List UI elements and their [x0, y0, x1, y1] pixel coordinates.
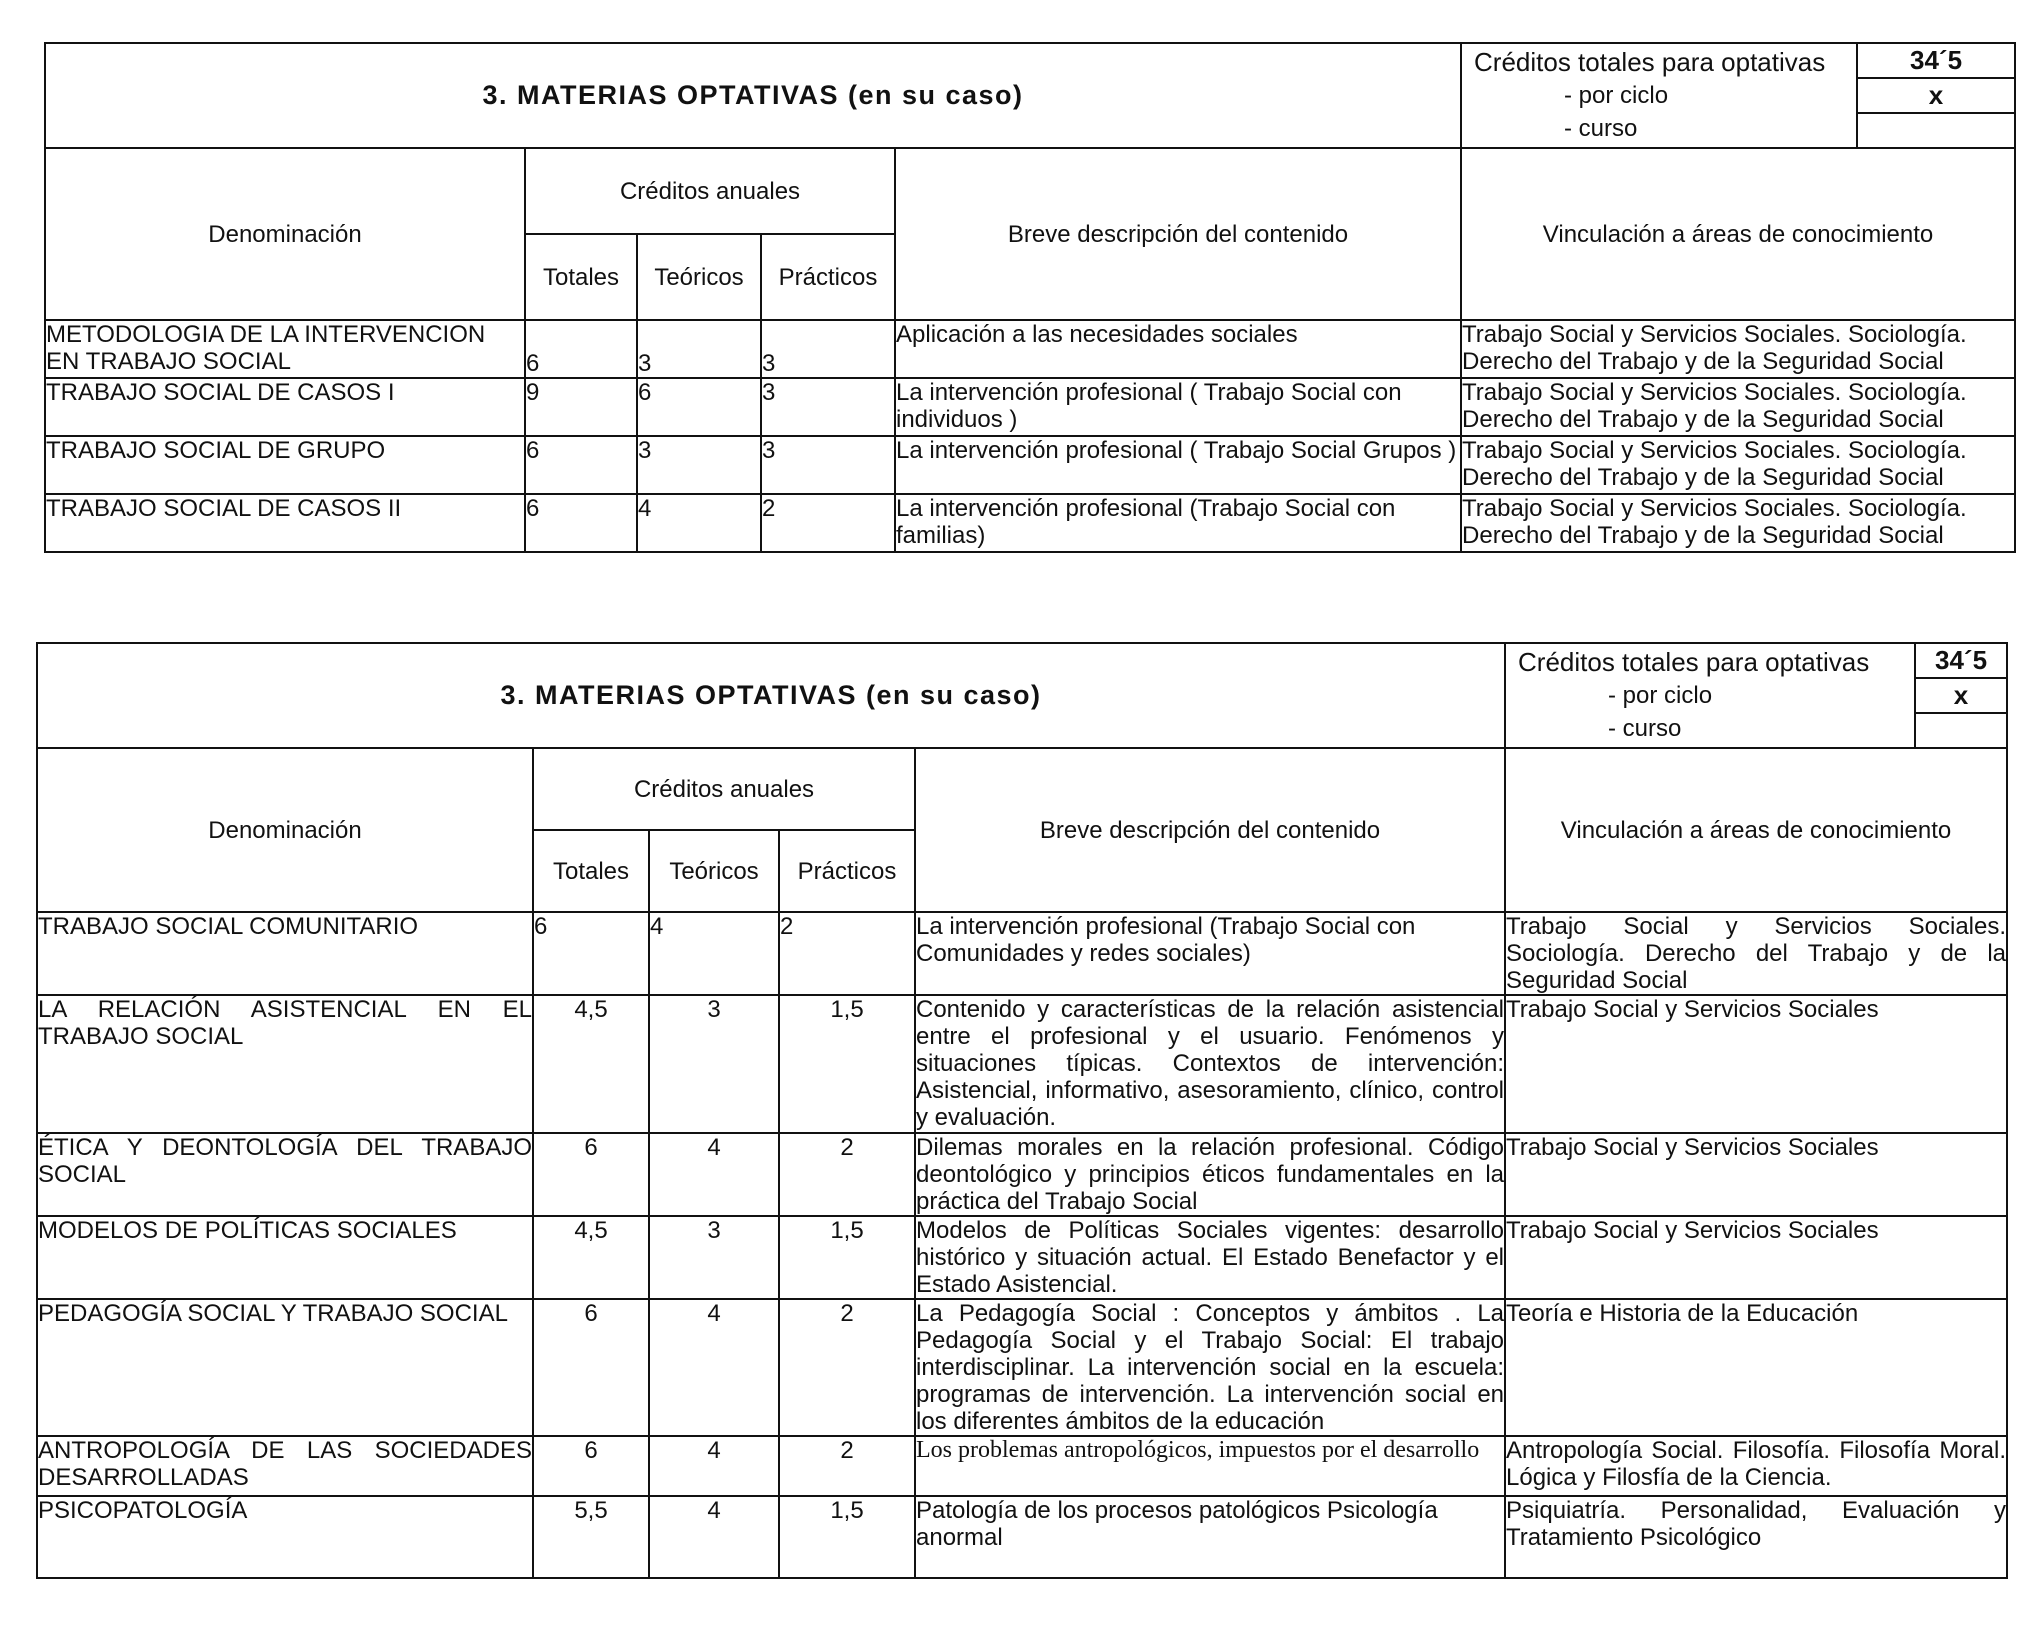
- row-totales: 4,5: [533, 995, 649, 1133]
- header-denominacion: Denominación: [45, 148, 525, 320]
- row-totales: 6: [533, 1299, 649, 1436]
- row-name: MODELOS DE POLÍTICAS SOCIALES: [37, 1216, 533, 1299]
- table-title: 3. MATERIAS OPTATIVAS (en su caso): [45, 43, 1461, 148]
- row-teoricos: 4: [649, 912, 779, 995]
- course-label: - curso: [1608, 715, 1682, 742]
- row-totales: 6: [525, 320, 637, 378]
- row-teoricos: 3: [637, 436, 761, 494]
- table-row: [37, 1216, 2007, 1299]
- table-row: [37, 912, 2007, 995]
- row-descripcion: Modelos de Políticas Sociales vigentes: desarrollo histórico y situación actual. El Estado Benefactor y el Estado Asistencial.: [916, 1217, 1505, 1298]
- row-descripcion: Los problemas antropológicos, impuestos por el desarrollo: [915, 1436, 1505, 1496]
- row-name: ÉTICA Y DEONTOLOGÍA DEL TRABAJO SOCIAL: [37, 1133, 533, 1216]
- row-descripcion: Patología de los procesos patológicos Psicología anormal: [915, 1496, 1505, 1578]
- row-practicos: 2: [761, 494, 895, 552]
- course-value: [1858, 114, 2014, 147]
- row-descripcion: La intervención profesional ( Trabajo Social con individuos ): [895, 378, 1461, 436]
- row-totales: 6: [525, 494, 637, 552]
- row-practicos: 1,5: [779, 995, 915, 1133]
- table-row: [37, 1436, 2007, 1496]
- row-teoricos: 4: [649, 1299, 779, 1436]
- credits-total-value: 34´5: [1916, 644, 2006, 679]
- row-descripcion: La Pedagogía Social : Conceptos y ámbitos . La Pedagogía Social y el Trabajo Social: El trabajo interdisciplinar. La intervención social en la escuela: programas de intervención. La intervención social en los diferentes ámbitos de la educación: [916, 1300, 1505, 1435]
- row-name: TRABAJO SOCIAL COMUNITARIO: [37, 912, 533, 995]
- row-totales: 5,5: [533, 1496, 649, 1578]
- row-practicos: 1,5: [779, 1496, 915, 1578]
- optativas-table-2: [36, 642, 2008, 1579]
- row-descripcion: La intervención profesional (Trabajo Social con familias): [895, 494, 1461, 552]
- row-vinculacion: Psiquiatría. Personalidad, Evaluación y Tratamiento Psicológico: [1505, 1496, 2007, 1578]
- row-totales: 6: [533, 1133, 649, 1216]
- row-descripcion: Dilemas morales en la relación profesional. Código deontológico y principios éticos fundamentales en la práctica del Trabajo Social: [916, 1134, 1505, 1215]
- row-practicos: 2: [779, 1436, 915, 1496]
- row-teoricos: 6: [637, 378, 761, 436]
- row-practicos: 2: [779, 1133, 915, 1216]
- row-practicos: 2: [779, 1299, 915, 1436]
- row-totales: 6: [525, 436, 637, 494]
- row-totales: 6: [533, 1436, 649, 1496]
- header-denominacion: Denominación: [37, 748, 533, 912]
- row-totales: 4,5: [533, 1216, 649, 1299]
- header-vinculacion: Vinculación a áreas de conocimiento: [1461, 148, 2015, 320]
- table-title: 3. MATERIAS OPTATIVAS (en su caso): [37, 643, 1505, 748]
- optativas-table-1: [44, 42, 2016, 553]
- credits-summary: [1505, 643, 2007, 748]
- course-label: - curso: [1564, 115, 1638, 142]
- row-teoricos: 4: [649, 1133, 779, 1216]
- row-vinculacion: Trabajo Social y Servicios Sociales: [1505, 1133, 2007, 1216]
- credits-summary: [1461, 43, 2015, 148]
- table-row: [37, 1133, 2007, 1216]
- row-totales: 9: [525, 378, 637, 436]
- row-practicos: 3: [761, 436, 895, 494]
- header-totales: Totales: [525, 234, 637, 320]
- table-row: [37, 1496, 2007, 1578]
- row-name: LA RELACIÓN ASISTENCIAL EN EL TRABAJO SOCIAL: [37, 995, 533, 1133]
- per-cycle-label: - por ciclo: [1608, 682, 1713, 709]
- per-cycle-value: x: [1858, 79, 2014, 114]
- row-teoricos: 4: [637, 494, 761, 552]
- row-name: TRABAJO SOCIAL DE CASOS I: [45, 378, 525, 436]
- header-descripcion: Breve descripción del contenido: [915, 748, 1505, 912]
- header-creditos-anuales: Créditos anuales: [525, 148, 895, 234]
- table-row: [45, 320, 2015, 378]
- row-vinculacion: Trabajo Social y Servicios Sociales: [1505, 995, 2007, 1133]
- header-vinculacion: Vinculación a áreas de conocimiento: [1505, 748, 2007, 912]
- row-teoricos: 3: [649, 995, 779, 1133]
- per-cycle-label: - por ciclo: [1564, 82, 1669, 109]
- row-teoricos: 4: [649, 1436, 779, 1496]
- row-vinculacion: Trabajo Social y Servicios Sociales. Sociología. Derecho del Trabajo y de la Seguridad Social: [1461, 436, 2015, 494]
- row-descripcion: Aplicación a las necesidades sociales: [895, 320, 1461, 378]
- table-row: [45, 494, 2015, 552]
- credits-total-label: Créditos totales para optativas: [1518, 647, 1870, 677]
- row-vinculacion: Trabajo Social y Servicios Sociales. Sociología. Derecho del Trabajo y de la Seguridad Social: [1461, 320, 2015, 378]
- row-practicos: 1,5: [779, 1216, 915, 1299]
- row-name: TRABAJO SOCIAL DE CASOS II: [45, 494, 525, 552]
- row-vinculacion: Antropología Social. Filosofía. Filosofía Moral. Lógica y Filosfía de la Ciencia.: [1505, 1436, 2007, 1496]
- header-totales: Totales: [533, 830, 649, 912]
- table-row: [37, 1299, 2007, 1436]
- row-descripcion: La intervención profesional ( Trabajo Social Grupos ): [895, 436, 1461, 494]
- row-name: PSICOPATOLOGÍA: [37, 1496, 533, 1578]
- row-name: TRABAJO SOCIAL DE GRUPO: [45, 436, 525, 494]
- credits-total-label: Créditos totales para optativas: [1474, 47, 1826, 77]
- row-teoricos: 4: [649, 1496, 779, 1578]
- per-cycle-value: x: [1916, 679, 2006, 714]
- row-descripcion: Contenido y características de la relación asistencial entre el profesional y el usuario. Fenómenos y situaciones típicas. Contextos de intervención: Asistencial, informativo, asesoramiento, clínico, control y evaluación.: [916, 996, 1505, 1131]
- row-name: ANTROPOLOGÍA DE LAS SOCIEDADES DESARROLLADAS: [37, 1436, 533, 1496]
- header-practicos: Prácticos: [779, 830, 915, 912]
- table-row: [45, 436, 2015, 494]
- row-practicos: 2: [779, 912, 915, 995]
- header-practicos: Prácticos: [761, 234, 895, 320]
- row-practicos: 3: [761, 378, 895, 436]
- row-vinculacion: Trabajo Social y Servicios Sociales. Sociología. Derecho del Trabajo y de la Seguridad Social: [1461, 378, 2015, 436]
- header-descripcion: Breve descripción del contenido: [895, 148, 1461, 320]
- row-practicos: 3: [761, 320, 895, 378]
- course-value: [1916, 714, 2006, 747]
- row-teoricos: 3: [637, 320, 761, 378]
- header-creditos-anuales: Créditos anuales: [533, 748, 915, 830]
- row-vinculacion: Trabajo Social y Servicios Sociales: [1505, 1216, 2007, 1299]
- row-teoricos: 3: [649, 1216, 779, 1299]
- row-descripcion: La intervención profesional (Trabajo Social con Comunidades y redes sociales): [915, 912, 1505, 995]
- header-teoricos: Teóricos: [637, 234, 761, 320]
- row-vinculacion: Trabajo Social y Servicios Sociales. Sociología. Derecho del Trabajo y de la Seguridad Social: [1461, 494, 2015, 552]
- header-teoricos: Teóricos: [649, 830, 779, 912]
- credits-total-value: 34´5: [1858, 44, 2014, 79]
- row-name: METODOLOGIA DE LA INTERVENCION EN TRABAJO SOCIAL: [45, 320, 525, 378]
- row-totales: 6: [533, 912, 649, 995]
- table-row: [45, 378, 2015, 436]
- row-name: PEDAGOGÍA SOCIAL Y TRABAJO SOCIAL: [37, 1299, 533, 1436]
- row-vinculacion: Teoría e Historia de la Educación: [1505, 1299, 2007, 1436]
- table-row: [37, 995, 2007, 1133]
- row-vinculacion: Trabajo Social y Servicios Sociales. Sociología. Derecho del Trabajo y de la Seguridad Social: [1506, 913, 2007, 994]
